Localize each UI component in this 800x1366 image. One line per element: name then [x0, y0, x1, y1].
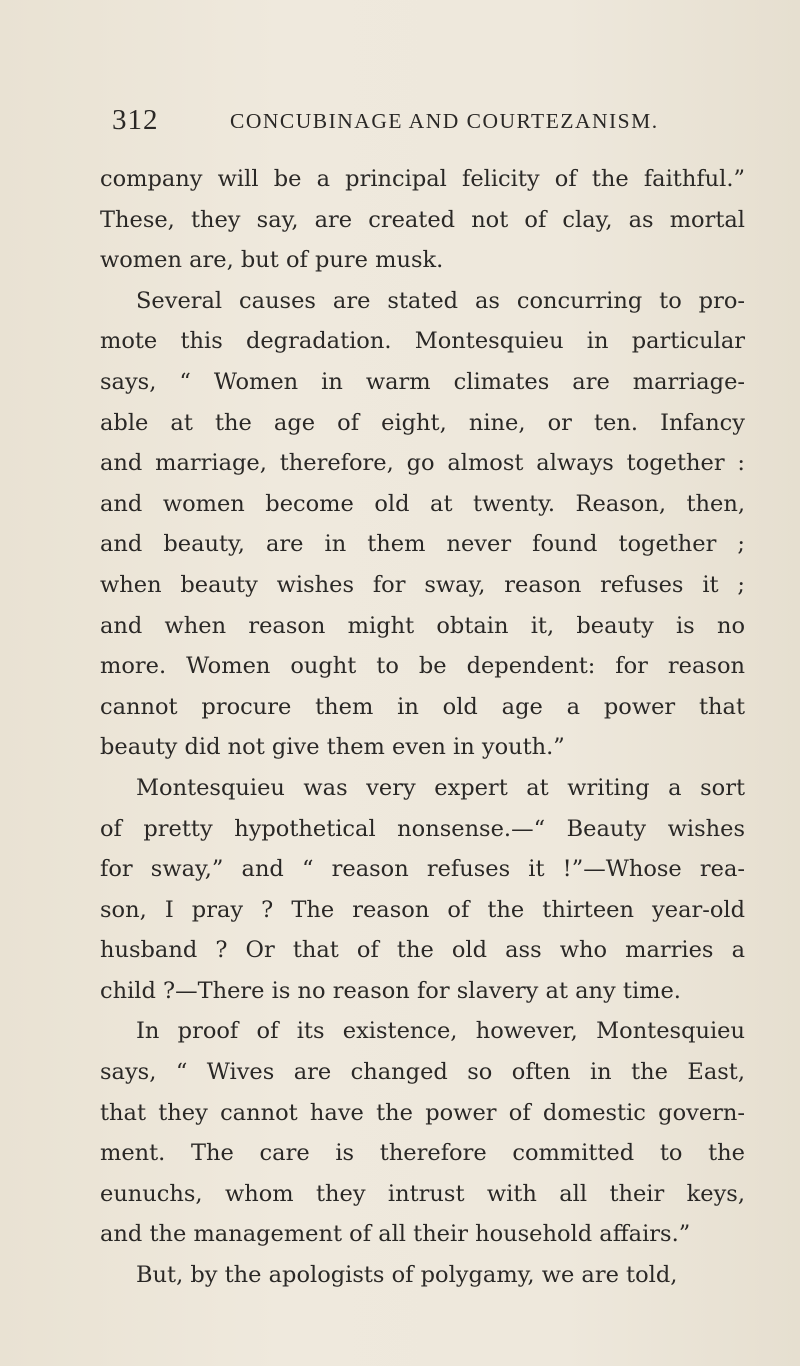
text-line: and beauty, are in them never found together ; — [100, 531, 745, 558]
text-line: says, “ Women in warm climates are marriage- — [100, 368, 745, 395]
text-line: able at the age of eight, nine, or ten. Infancy — [100, 409, 745, 436]
text-line: and when reason might obtain it, beauty is no — [100, 612, 745, 639]
text-line: and marriage, therefore, go almost always together : — [100, 450, 745, 477]
text-line: more. Women ought to be dependent: for reason — [100, 653, 745, 680]
body-text — [100, 159, 745, 1296]
text-line: women are, but of pure musk. — [100, 247, 444, 274]
text-line: But, by the apologists of polygamy, we are told, — [136, 1262, 678, 1289]
text-line: cannot procure them in old age a power that — [100, 693, 745, 720]
text-line: child ?—There is no reason for slavery at any time. — [100, 977, 681, 1004]
text-line: These, they say, are created not of clay, as mortal — [100, 206, 745, 233]
text-line: eunuchs, whom they intrust with all their keys, — [100, 1180, 745, 1207]
page-number: 312 — [112, 104, 159, 136]
text-line: In proof of its existence, however, Montesquieu — [136, 1018, 745, 1045]
text-line: beauty did not give them even in youth.” — [100, 734, 565, 761]
text-line: says, “ Wives are changed so often in the East, — [100, 1059, 745, 1086]
text-line: that they cannot have the power of domestic govern- — [100, 1099, 745, 1126]
text-line: when beauty wishes for sway, reason refuses it ; — [100, 571, 745, 598]
text-line: of pretty hypothetical nonsense.—“ Beauty wishes — [100, 815, 745, 842]
running-head — [112, 102, 732, 142]
text-line: ment. The care is therefore committed to the — [100, 1140, 745, 1167]
text-line: for sway,” and “ reason refuses it !”—Whose rea- — [100, 856, 745, 883]
text-line: mote this degradation. Montesquieu in particular — [100, 328, 745, 355]
text-line: company will be a principal felicity of the faithful.” — [100, 166, 745, 192]
text-line: and the management of all their household affairs.” — [100, 1221, 691, 1248]
text-line: son, I pray ? The reason of the thirteen year-old — [100, 896, 745, 923]
text-line: Montesquieu was very expert at writing a sort — [136, 774, 745, 801]
text-line: Several causes are stated as concurring to pro- — [136, 287, 745, 314]
text-line: and women become old at twenty. Reason, then, — [100, 490, 745, 517]
running-title: CONCUBINAGE AND COURTEZANISM. — [230, 109, 659, 133]
text-line: husband ? Or that of the old ass who marries a — [100, 937, 745, 964]
